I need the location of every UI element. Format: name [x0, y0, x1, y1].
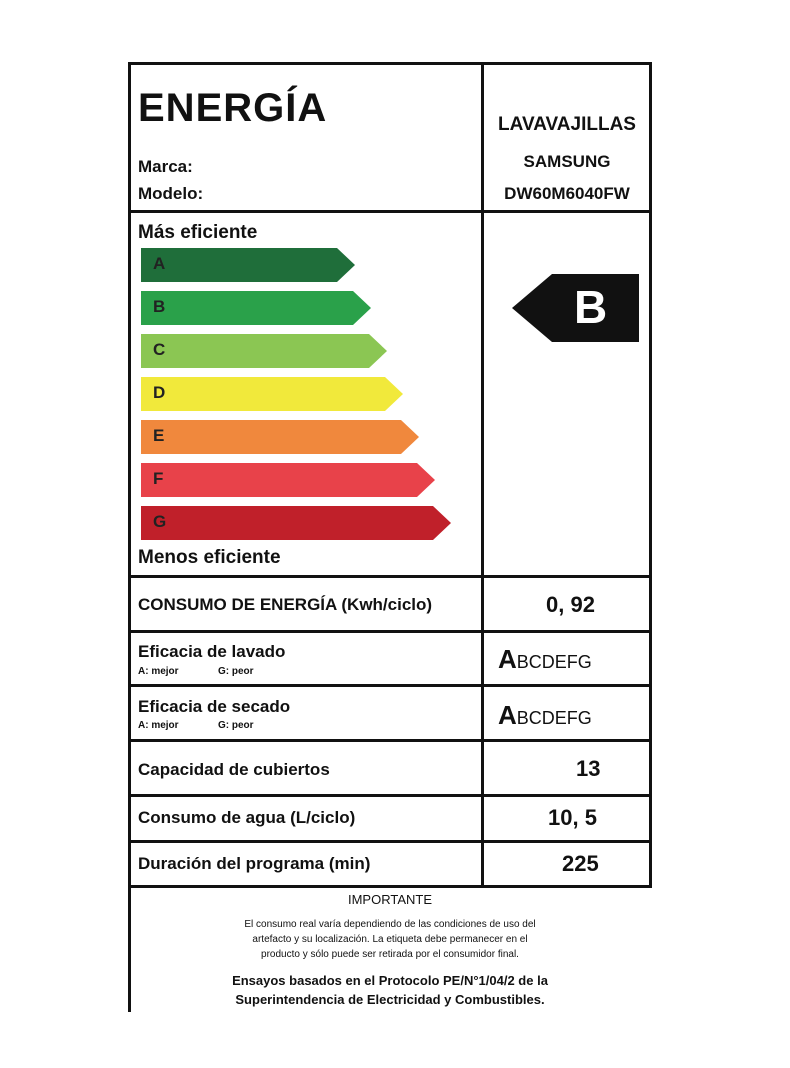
disclaimer-line-2: artefacto y su localización. La etiqueta debe permanecer en el: [252, 934, 528, 945]
frame-left: [128, 62, 131, 1012]
energy-class-bar-b: [141, 291, 371, 325]
most-efficient-label: Más eficiente: [138, 222, 258, 243]
energy-class-letter: A: [153, 254, 166, 273]
drying-scale: [498, 700, 592, 731]
energy-class-letter: E: [153, 426, 165, 445]
energy-class-bar-g: [141, 506, 451, 540]
energy-consumption-label: CONSUMO DE ENERGÍA (Kwh/ciclo): [138, 595, 433, 614]
drying-scale-rest: BCDEFG: [516, 708, 592, 728]
least-efficient-label: Menos eficiente: [138, 547, 281, 568]
energy-class-bar-f: [141, 463, 435, 497]
program-duration-value: 225: [562, 851, 599, 876]
disclaimer-line-1: El consumo real varía dependiendo de las condiciones de uso del: [244, 919, 536, 930]
energy-class-letter: D: [153, 383, 166, 402]
divider-energy: [128, 630, 652, 633]
energy-class-letter: B: [153, 297, 166, 316]
energy-class-letter: G: [153, 512, 167, 531]
washing-scale: [498, 644, 592, 675]
energy-class-bar-e: [141, 420, 419, 454]
energy-class-bar-a: [141, 248, 355, 282]
brand-value: SAMSUNG: [523, 152, 611, 171]
energy-consumption-value: 0, 92: [546, 592, 595, 617]
divider-capacity: [128, 794, 652, 797]
washing-efficiency-label: Eficacia de lavado: [138, 642, 286, 661]
divider-scale: [128, 575, 652, 578]
model-value: DW60M6040FW: [504, 184, 630, 203]
brand-label: Marca:: [138, 157, 193, 176]
drying-efficiency-label: Eficacia de secado: [138, 697, 291, 716]
drying-scale-rating: A: [498, 700, 517, 730]
washing-worst-note: G: peor: [218, 666, 254, 677]
divider-washing: [128, 684, 652, 687]
divider-header: [128, 210, 652, 213]
protocol-line-2: Superintendencia de Electricidad y Combustibles.: [235, 992, 545, 1007]
model-label: Modelo:: [138, 184, 204, 203]
important-heading: IMPORTANTE: [347, 892, 433, 907]
water-consumption-label: Consumo de agua (L/ciclo): [138, 808, 356, 827]
divider-duration: [128, 885, 652, 888]
capacity-label: Capacidad de cubiertos: [138, 760, 330, 779]
drying-worst-note: G: peor: [218, 720, 254, 731]
divider-drying: [128, 739, 652, 742]
protocol-line-1: Ensayos basados en el Protocolo PE/N°1/04/2 de la: [232, 973, 548, 988]
capacity-value: 13: [576, 756, 601, 781]
rating-arrow: [512, 274, 639, 342]
washing-scale-rating: A: [498, 644, 517, 674]
appliance-category: LAVAVAJILLAS: [498, 114, 636, 135]
washing-best-note: A: mejor: [138, 666, 179, 677]
divider-water: [128, 840, 652, 843]
energy-class-letter: C: [153, 340, 166, 359]
energy-class-bar-c: [141, 334, 387, 368]
water-consumption-value: 10, 5: [548, 805, 597, 830]
washing-scale-rest: BCDEFG: [516, 652, 592, 672]
label-title: ENERGÍA: [138, 86, 328, 130]
disclaimer-line-3: producto y sólo puede ser retirada por el consumidor final.: [261, 949, 519, 960]
drying-best-note: A: mejor: [138, 720, 179, 731]
energy-class-bar-d: [141, 377, 403, 411]
program-duration-label: Duración del programa (min): [138, 854, 371, 873]
rating-letter: B: [574, 281, 608, 333]
frame-top: [128, 62, 652, 65]
energy-class-letter: F: [153, 469, 164, 488]
